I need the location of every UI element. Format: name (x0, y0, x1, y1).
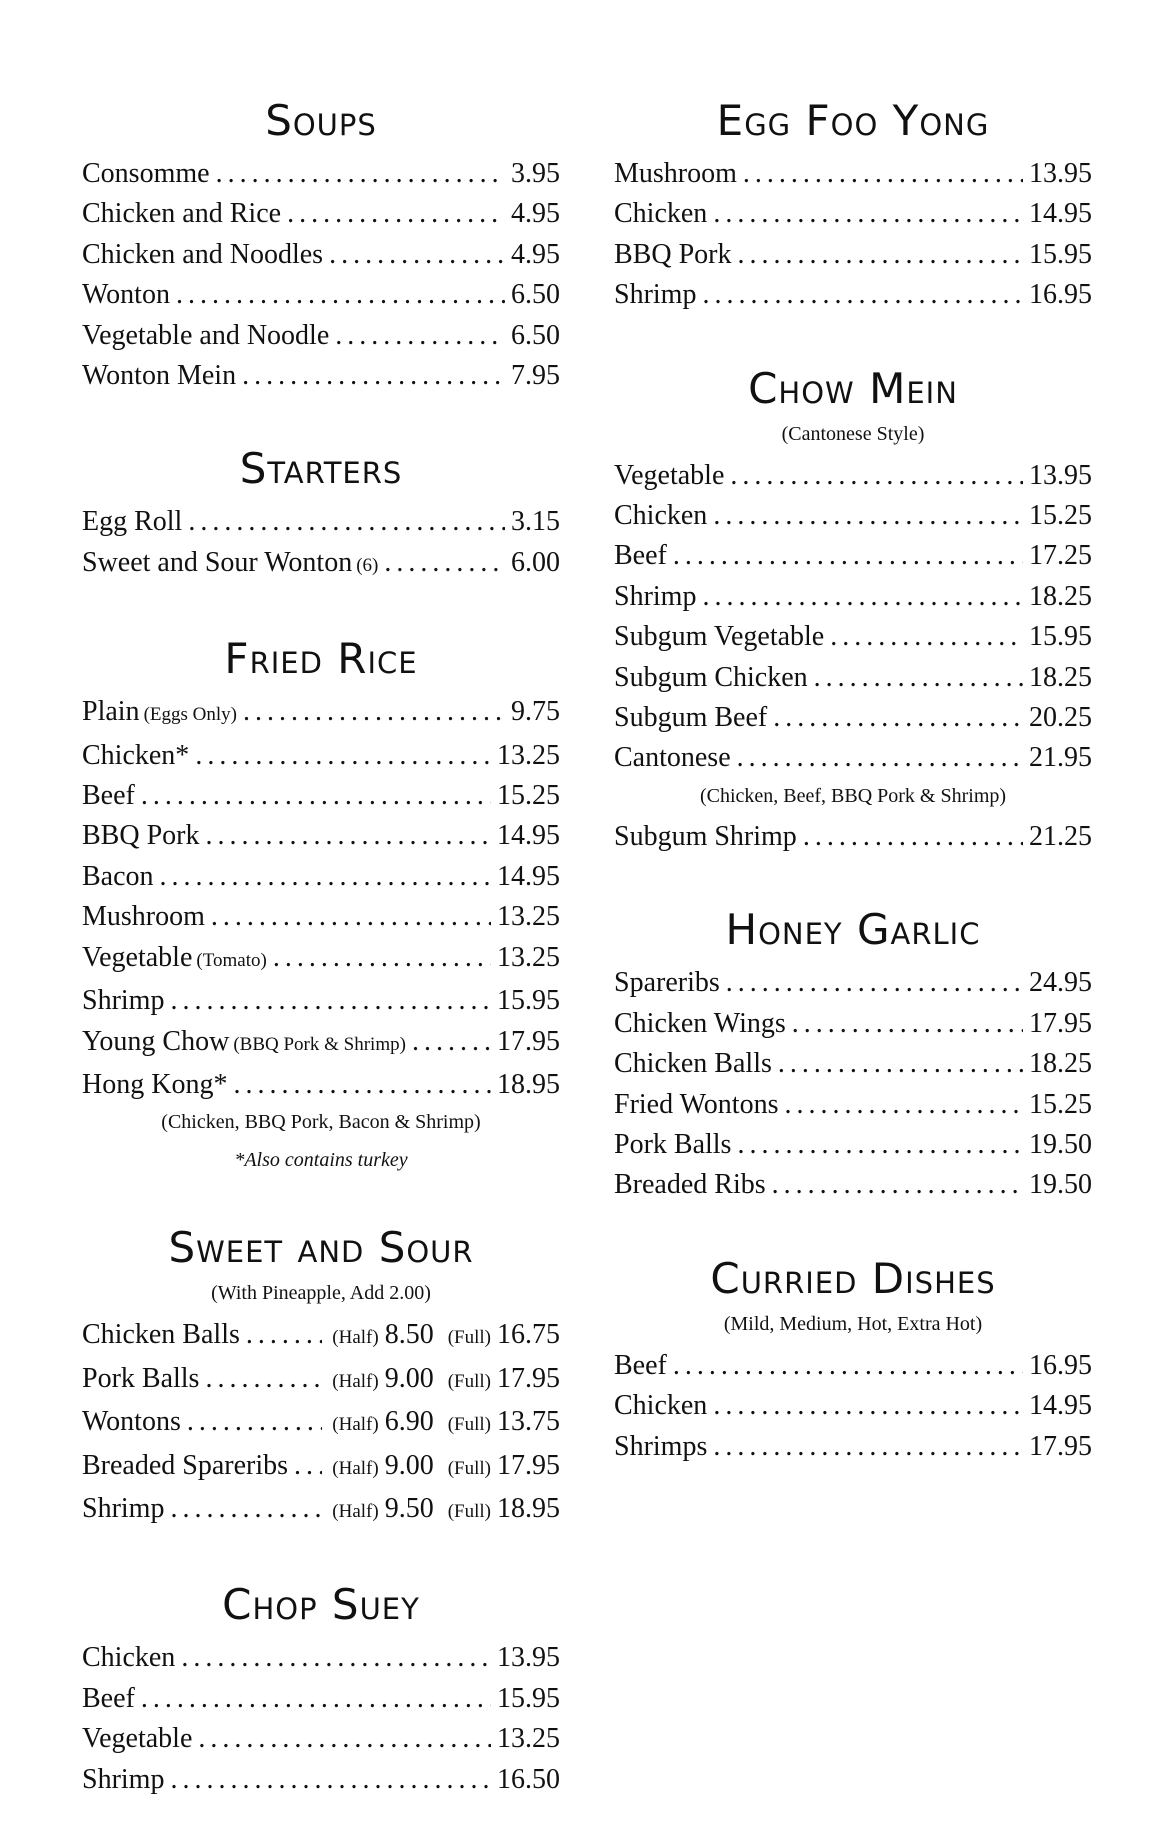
item-name: Shrimp (614, 279, 697, 311)
item-price: 13.25 (497, 1723, 560, 1755)
item-price: 24.95 (1029, 967, 1092, 999)
section-honey-garlic (614, 901, 1092, 1205)
item-price: 15.25 (497, 780, 560, 812)
item-name: Pork Balls (614, 1128, 732, 1160)
item-name: Wontons (82, 1406, 181, 1438)
item-name: Spareribs (614, 967, 720, 999)
item-name: Chicken (82, 1642, 176, 1674)
item-price: 14.95 (1029, 1390, 1092, 1422)
item-name: Hong Kong* (82, 1068, 228, 1100)
leader-dots (205, 816, 491, 856)
leader-dots (713, 194, 1023, 234)
item-price: 4.95 (511, 198, 560, 230)
leader-dots (243, 692, 505, 732)
menu-item (82, 235, 560, 275)
menu-item (614, 496, 1092, 536)
item-price: 7.95 (511, 360, 560, 392)
item-price: 15.25 (1029, 500, 1092, 532)
menu-item (82, 1679, 560, 1719)
leader-dots (784, 1085, 1023, 1125)
menu-item (82, 543, 560, 586)
item-name: Chicken and Rice (82, 198, 282, 230)
leader-dots (181, 1638, 491, 1678)
leader-dots (329, 235, 505, 275)
item-price: 14.95 (497, 820, 560, 852)
item-price: 17.25 (1029, 540, 1092, 572)
half-label: (Half) (332, 1457, 379, 1479)
menu-item (82, 1446, 560, 1489)
leader-dots (170, 981, 491, 1021)
full-label: (Full) (447, 1370, 491, 1392)
item-name: Subgum Chicken (614, 661, 808, 693)
full-price: 16.75 (497, 1319, 560, 1351)
leader-dots (273, 938, 491, 978)
item-name: Pork Balls (82, 1362, 200, 1394)
full-label: (Full) (447, 1414, 491, 1436)
menu-item (82, 275, 560, 315)
left-column (82, 92, 560, 1844)
leader-dots (187, 1402, 322, 1442)
item-price: 18.25 (1029, 661, 1092, 693)
menu-item (614, 456, 1092, 496)
half-price: 9.50 (384, 1492, 434, 1524)
menu-item (614, 235, 1092, 275)
leader-dots (772, 1165, 1023, 1205)
leader-dots (743, 154, 1023, 194)
menu-item (82, 1489, 560, 1532)
half-label: (Half) (332, 1370, 379, 1392)
full-price: 17.95 (497, 1362, 560, 1394)
item-name: Subgum Vegetable (614, 621, 825, 653)
menu-item (614, 698, 1092, 738)
item-price: 16.50 (497, 1763, 560, 1795)
hong-kong-note: (Chicken, BBQ Pork, Bacon & Shrimp) (161, 1111, 481, 1134)
menu-item (614, 1346, 1092, 1386)
half-price: 8.50 (384, 1319, 434, 1351)
menu-item (614, 1386, 1092, 1426)
cantonese-note: (Chicken, Beef, BBQ Pork & Shrimp) (699, 784, 1007, 807)
item-price: 13.25 (497, 941, 560, 973)
menu-item (82, 981, 560, 1021)
menu-item (614, 617, 1092, 657)
item-note: (6) (356, 554, 379, 576)
item-price: 19.50 (1029, 1169, 1092, 1201)
leader-dots (702, 577, 1023, 617)
leader-dots (730, 456, 1023, 496)
menu-item (82, 1719, 560, 1759)
menu-item (614, 154, 1092, 194)
item-price: 18.25 (1029, 1048, 1092, 1080)
item-name: Vegetable and Noodle (82, 319, 330, 351)
half-label: (Half) (332, 1500, 379, 1522)
menu-item (82, 857, 560, 897)
item-name: Chicken (614, 500, 708, 532)
item-name: Breaded Ribs (614, 1169, 766, 1201)
item-name: Young Chow (82, 1025, 230, 1057)
menu-item (82, 1315, 560, 1358)
menu-item (614, 1044, 1092, 1084)
menu-item (82, 502, 560, 542)
full-label: (Full) (447, 1327, 491, 1349)
item-price: 20.25 (1029, 702, 1092, 734)
item-price: 18.95 (497, 1068, 560, 1100)
leader-dots (673, 1346, 1023, 1386)
item-name: Sweet and Sour Wonton (82, 546, 353, 578)
item-price: 4.95 (511, 238, 560, 270)
item-price: 17.95 (1029, 1007, 1092, 1039)
item-name: Mushroom (614, 158, 737, 189)
item-name: Plain (82, 696, 140, 728)
leader-dots (773, 698, 1023, 738)
section-title: Starters (239, 444, 403, 494)
leader-dots (205, 1359, 322, 1399)
section-note: (With Pineapple, Add 2.00) (211, 1282, 431, 1305)
leader-dots (335, 316, 505, 356)
leader-dots (242, 356, 505, 396)
item-price: 13.95 (1029, 158, 1092, 189)
leader-dots (233, 1065, 491, 1105)
full-label: (Full) (447, 1457, 491, 1479)
item-name: Subgum Shrimp (614, 820, 797, 852)
leader-dots (726, 963, 1023, 1003)
item-name: Shrimp (614, 580, 697, 612)
section-egg-foo-yong (614, 92, 1092, 316)
half-price: 6.90 (384, 1406, 434, 1438)
section-chop-suey (82, 1576, 560, 1800)
item-name: Vegetable (614, 459, 725, 491)
item-price: 17.95 (1029, 1430, 1092, 1462)
leader-dots (211, 897, 491, 937)
item-name: Breaded Spareribs (82, 1449, 289, 1481)
item-name: Cantonese (614, 742, 731, 774)
menu-item (614, 738, 1092, 778)
item-price: 15.95 (497, 1682, 560, 1714)
item-price: 14.95 (497, 860, 560, 892)
section-sweet-and-sour (82, 1219, 560, 1532)
item-price: 3.95 (511, 158, 560, 189)
item-price: 16.95 (1029, 279, 1092, 311)
item-note: (BBQ Pork & Shrimp) (233, 1033, 406, 1055)
section-soups (82, 92, 560, 396)
item-price: 15.95 (497, 985, 560, 1017)
item-name: Vegetable (82, 1723, 193, 1755)
menu-item (82, 1638, 560, 1678)
item-price: 17.95 (497, 1025, 560, 1057)
item-price: 18.25 (1029, 580, 1092, 612)
item-note: (Tomato) (196, 949, 267, 971)
item-name: Chicken Balls (614, 1048, 772, 1080)
item-name: Beef (82, 1682, 135, 1714)
leader-dots (814, 658, 1023, 698)
leader-dots (702, 275, 1023, 315)
item-price: 19.50 (1029, 1128, 1092, 1160)
right-column (614, 92, 1092, 1511)
item-name: Chicken (614, 198, 708, 230)
leader-dots (176, 275, 505, 315)
item-price: 21.25 (1029, 820, 1092, 852)
menu-item (82, 1065, 560, 1105)
menu-item (614, 963, 1092, 1003)
item-name: Subgum Beef (614, 702, 768, 734)
leader-dots (160, 857, 491, 897)
menu-item (82, 692, 560, 735)
half-price: 9.00 (384, 1362, 434, 1394)
menu-item (614, 1427, 1092, 1467)
leader-dots (803, 817, 1023, 857)
leader-dots (141, 1679, 491, 1719)
leader-dots (713, 1427, 1023, 1467)
menu-item (614, 658, 1092, 698)
leader-dots (141, 776, 491, 816)
section-fried-rice (82, 630, 560, 1175)
half-price: 9.00 (384, 1449, 434, 1481)
item-name: Mushroom (82, 901, 205, 933)
section-title: Egg Foo Yong (716, 96, 990, 145)
item-name: Consomme (82, 158, 210, 189)
menu-item (82, 154, 560, 194)
menu-item (614, 577, 1092, 617)
item-price: 15.95 (1029, 238, 1092, 270)
leader-dots (170, 1489, 322, 1529)
menu-item (82, 816, 560, 856)
section-title: Soups (265, 96, 377, 145)
leader-dots (737, 1125, 1023, 1165)
menu-item (82, 1022, 560, 1065)
section-chow-mein (614, 360, 1092, 858)
item-name: Egg Roll (82, 506, 183, 538)
leader-dots (737, 235, 1023, 275)
leader-dots (287, 194, 505, 234)
item-name: Beef (614, 1349, 667, 1381)
menu-item (614, 1125, 1092, 1165)
menu-item (82, 194, 560, 234)
full-price: 13.75 (497, 1406, 560, 1438)
leader-dots (384, 543, 505, 583)
menu-item (614, 536, 1092, 576)
item-price: 15.25 (1029, 1088, 1092, 1120)
menu-item (82, 356, 560, 396)
leader-dots (216, 154, 505, 194)
menu-item (82, 897, 560, 937)
item-name: Chicken (614, 1390, 708, 1422)
section-title: Fried Rice (224, 634, 418, 684)
item-name: Bacon (82, 860, 154, 892)
leader-dots (830, 617, 1023, 657)
leader-dots (737, 738, 1023, 778)
item-name: Beef (82, 780, 135, 812)
section-note: (Cantonese Style) (781, 422, 925, 445)
leader-dots (294, 1446, 322, 1486)
item-name: Beef (614, 540, 667, 572)
leader-dots (412, 1022, 491, 1062)
menu-item (82, 316, 560, 356)
section-starters (82, 440, 560, 586)
item-name: BBQ Pork (614, 238, 732, 270)
full-price: 17.95 (497, 1449, 560, 1481)
item-name: BBQ Pork (82, 820, 200, 852)
leader-dots (713, 496, 1023, 536)
item-name: Fried Wontons (614, 1088, 779, 1120)
item-name: Chicken* (82, 739, 190, 771)
menu-item (614, 1165, 1092, 1205)
item-price: 6.00 (511, 546, 560, 578)
leader-dots (713, 1386, 1023, 1426)
full-label: (Full) (447, 1500, 491, 1522)
half-label: (Half) (332, 1327, 379, 1349)
item-note: (Eggs Only) (143, 704, 237, 726)
menu-item (82, 776, 560, 816)
item-price: 15.95 (1029, 621, 1092, 653)
half-label: (Half) (332, 1414, 379, 1436)
section-title: Curried Dishes (710, 1253, 996, 1303)
menu-item (82, 1402, 560, 1445)
section-curried-dishes (614, 1250, 1092, 1467)
leader-dots (792, 1004, 1023, 1044)
item-name: Chicken and Noodles (82, 238, 324, 270)
section-title: Chop Suey (222, 1580, 420, 1630)
item-price: 14.95 (1029, 198, 1092, 230)
item-price: 16.95 (1029, 1349, 1092, 1381)
leader-dots (188, 502, 505, 542)
item-price: 21.95 (1029, 742, 1092, 774)
menu-item (82, 736, 560, 776)
leader-dots (778, 1044, 1023, 1084)
item-price: 6.50 (511, 279, 560, 311)
section-note: (Mild, Medium, Hot, Extra Hot) (723, 1312, 983, 1335)
item-price: 6.50 (511, 319, 560, 351)
item-price: 13.25 (497, 739, 560, 771)
item-price: 9.75 (511, 696, 560, 728)
full-price: 18.95 (497, 1492, 560, 1524)
section-title: Sweet and Sour (168, 1223, 474, 1273)
item-price: 3.15 (511, 506, 560, 538)
item-name: Chicken Balls (82, 1319, 240, 1351)
item-name: Vegetable (82, 941, 193, 973)
item-name: Shrimp (82, 985, 165, 1017)
item-price: 13.95 (1029, 459, 1092, 491)
leader-dots (246, 1315, 322, 1355)
menu-item (82, 1359, 560, 1402)
menu-item (82, 938, 560, 981)
section-title: Chow Mein (748, 363, 958, 413)
leader-dots (195, 736, 491, 776)
menu-item (614, 1085, 1092, 1125)
item-name: Wonton (82, 279, 170, 311)
item-name: Chicken Wings (614, 1007, 786, 1039)
item-name: Shrimps (614, 1430, 708, 1462)
section-title: Honey Garlic (725, 905, 981, 955)
turkey-footnote: *Also contains turkey (234, 1149, 408, 1172)
menu-item (614, 275, 1092, 315)
item-name: Shrimp (82, 1492, 165, 1524)
item-name: Wonton Mein (82, 360, 237, 392)
leader-dots (198, 1719, 491, 1759)
leader-dots (673, 536, 1023, 576)
item-price: 13.25 (497, 901, 560, 933)
menu-item (614, 817, 1092, 857)
item-price: 13.95 (497, 1642, 560, 1674)
item-name: Shrimp (82, 1763, 165, 1795)
menu-item (614, 194, 1092, 234)
menu-item (614, 1004, 1092, 1044)
